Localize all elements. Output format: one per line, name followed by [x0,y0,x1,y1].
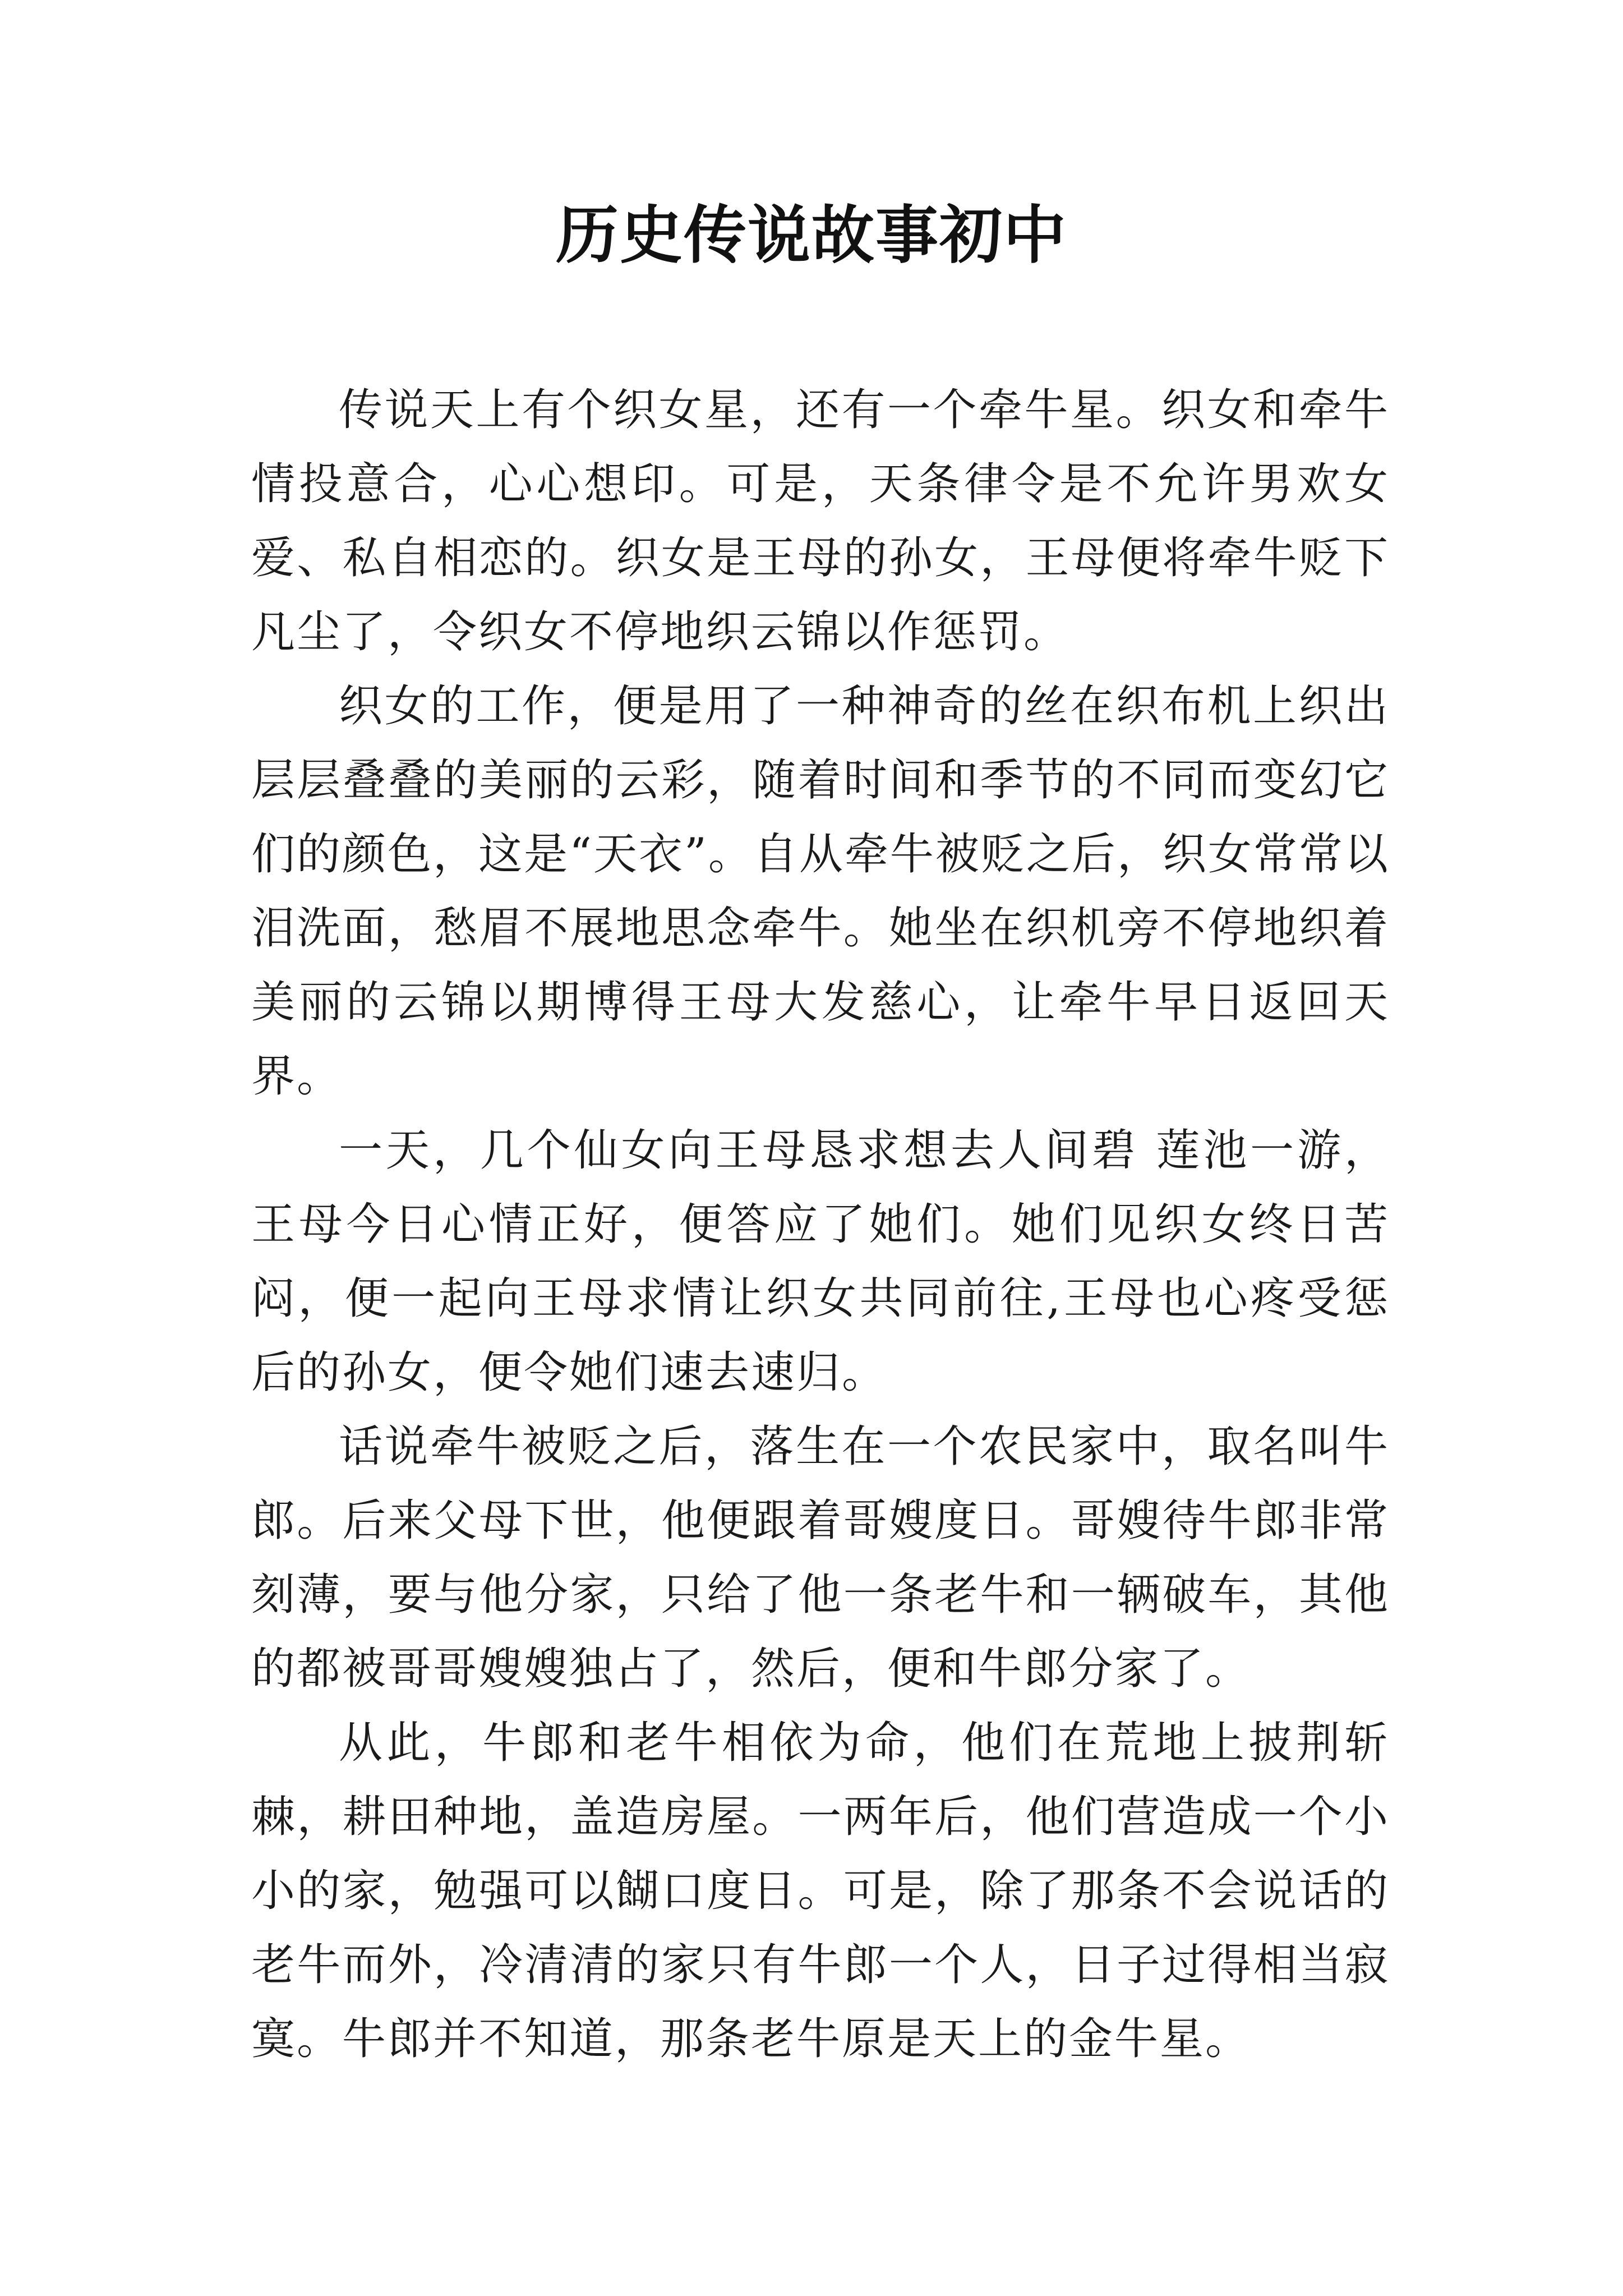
paragraph-4: 话说牵牛被贬之后，落生在一个农民家中，取名叫牛郎。后来父母下世，他便跟着哥嫂度日。哥嫂待牛郎非常刻薄，要与他分家，只给了他一条老牛和一辆破车，其他的都被哥哥嫂嫂独占了，然后，便和牛郎分家了。 [251,1421,1390,1694]
document-body [251,373,1390,2076]
paragraph-3: 一天，几个仙女向王母恳求想去人间碧 莲池一游，王母今日心情正好，便答应了她们。她们见织女终日苦闷，便一起向王母求情让织女共同前往,王母也心疼受惩后的孙女，便令她们速去速归。 [251,1125,1390,1398]
page-title: 历史传说故事初中 [556,199,1067,272]
paragraph-2: 织女的工作，便是用了一种神奇的丝在织布机上织出层层叠叠的美丽的云彩，随着时间和季节的不同而变幻它们的颜色，这是“天衣”。自从牵牛被贬之后，织女常常以泪洗面，愁眉不展地思念牵牛。她坐在织机旁不停地织着美丽的云锦以期博得王母大发慈心，让牵牛早日返回天界。 [251,681,1390,1102]
paragraph-1: 传说天上有个织女星，还有一个牵牛星。织女和牵牛情投意合，心心想印。可是，天条律令是不允许男欢女爱、私自相恋的。织女是王母的孙女，王母便将牵牛贬下凡尘了，令织女不停地织云锦以作惩罚。 [251,385,1390,657]
paragraph-5: 从此，牛郎和老牛相依为命，他们在荒地上披荆斩棘，耕田种地，盖造房屋。一两年后，他们营造成一个小小的家，勉强可以餬口度日。可是，除了那条不会说话的老牛而外，冷清清的家只有牛郎一个人，日子过得相当寂寞。牛郎并不知道，那条老牛原是天上的金牛星。 [251,1718,1390,2064]
